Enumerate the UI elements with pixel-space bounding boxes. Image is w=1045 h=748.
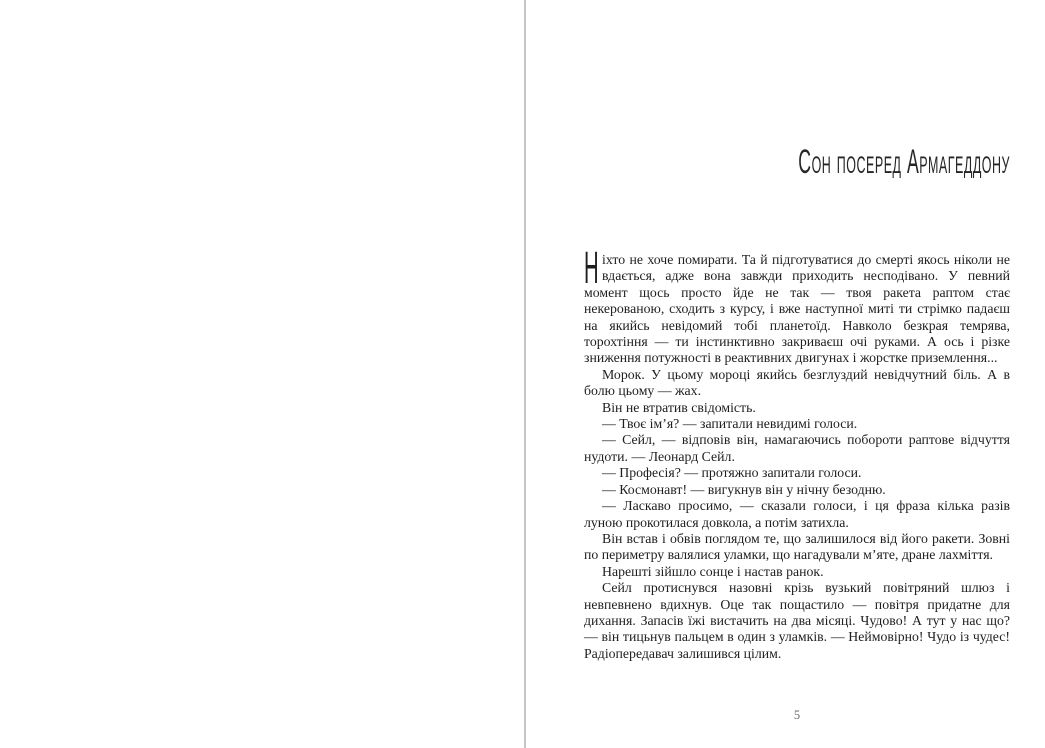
paragraph: Сейл протиснувся назовні крізь вузький повітряний шлюз і невпевнено вдихнув. Оце так пощастило — повітря придатне для дихання. Запасів їжі вистачить на два місяці. Чудово! А тут у нас що? — він тицьнув пальцем в один з уламків. — Неймовірно! Чудо із чудес! Радіопередавач залишився цілим. bbox=[584, 580, 1010, 661]
paragraph: Він встав і обвів поглядом те, що залишилося від його ракети. Зовні по периметру валялися уламки, що нагадували м’яте, дране лахміття. bbox=[584, 530, 1010, 563]
paragraph: — Космонавт! — вигукнув він у нічну безодню. bbox=[602, 481, 886, 497]
paragraph: — Ласкаво просимо, — сказали голоси, і ця фраза кілька разів луною прокотилася довкола, а потім затихла. bbox=[584, 498, 1010, 530]
paragraph: Морок. У цьому мороці якийсь безглуздий невідчутний біль. А в болю цьому — жах. bbox=[584, 366, 1010, 399]
paragraph-text: іхто не хоче помирати. Та й підготуватися до смерті якось ніколи не вдається, адже вона завжди приходить несподівано. У певний момент щось просто йде не так — твоя ракета раптом стає некерованою, сходить з курсу, і вже наступної миті ти стрімко падаєш на якийсь невідомий тобі планетоїд. Навколо безкрая темрява, торохтіння — ти інстинктивно закриваєш очі руками. А ось і різке зниження потужності в реактивних двигунах і жорстке приземлення... bbox=[584, 252, 1010, 366]
page-number: 5 bbox=[793, 708, 801, 722]
chapter-body bbox=[584, 242, 1010, 662]
chapter-title: Сон посеред Армагеддону bbox=[798, 143, 1010, 181]
paragraph: — Сейл, — відповів він, намагаючись побороти раптове відчуття нудоти. — Леонард Сейл. bbox=[584, 432, 1010, 464]
paragraph bbox=[584, 242, 1010, 367]
paragraph: Нарешті зійшло сонце і настав ранок. bbox=[602, 563, 824, 579]
paragraph: — Професія? — протяжно запитали голоси. bbox=[602, 465, 862, 481]
paragraph: Він не втратив свідомість. bbox=[602, 399, 756, 415]
paragraph: — Твоє ім’я? — запитали невидимі голоси. bbox=[602, 416, 858, 432]
drop-cap: Н bbox=[584, 242, 599, 293]
